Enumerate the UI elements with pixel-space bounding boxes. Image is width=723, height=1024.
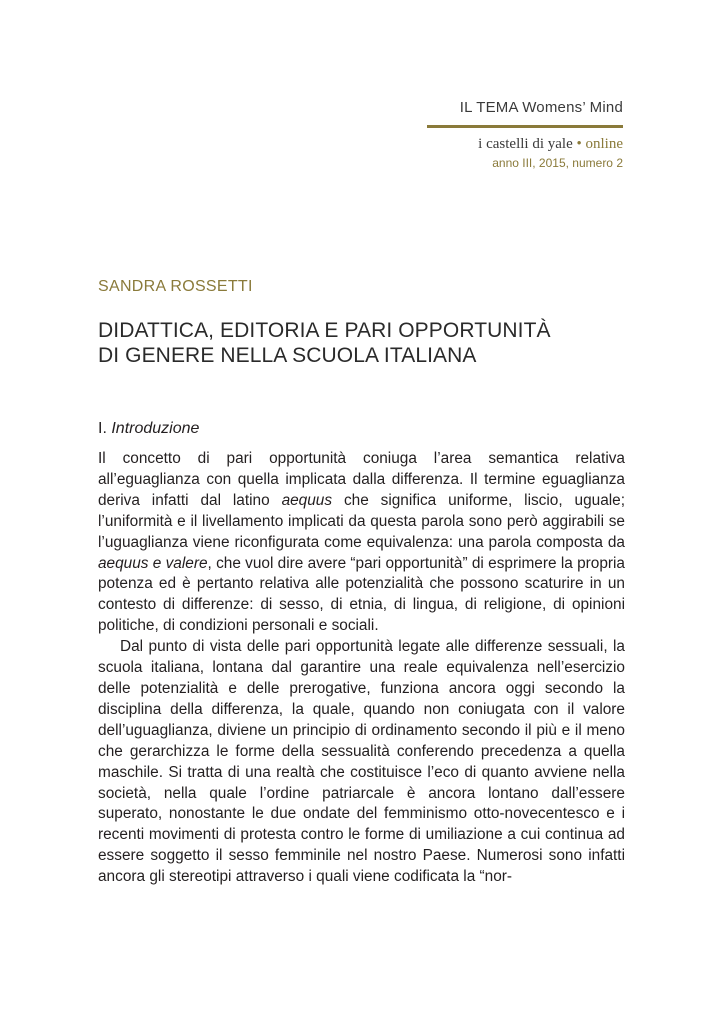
paragraph-2: Dal punto di vista delle pari opportunità legate alle differenze sessuali, la scuola italiana, lontana dal garantire una reale equivalenza nell’esercizio delle potenzialità e delle prerogative, funziona ancora oggi secondo la disciplina della differenza, la quale, quando non coniugata con il valore dell’uguaglianza, diviene un principio di ordinamento secondo il più e il meno che gerarchizza le forme della sessualità conferendo precedenza a quella maschile. Si tratta di una realtà che costituisce l’eco di quanto avviene nella società, nella quale l’ordine patriarcale è ancora lontano dall’essere superato, nonostante le due ondate del femminismo otto-novecentesco e i recenti movimenti di protesta contro le forme di umiliazione a cui continua ad essere soggetto il sesso femminile nel nostro Paese. Numerosi sono infatti ancora gli stereotipi attraverso i quali viene codificata la “nor- bbox=[98, 638, 625, 886]
journal-title bbox=[303, 135, 623, 153]
title-line-1: DIDATTICA, EDITORIA E PARI OPPORTUNITÀ bbox=[98, 319, 551, 342]
issue-info: anno III, 2015, numero 2 bbox=[492, 156, 623, 170]
article-author: SANDRA ROSSETTI bbox=[98, 278, 253, 295]
paragraph-1-part-3: , che vuol dire avere “pari opportunità” di esprimere la propria potenza ed è pertanto relativa alle potenzialità che possono scaturire in un contesto di differenze: di sesso, di etnia, di lingua, di religione, di opinioni politiche, di condizioni personali e sociali. bbox=[98, 554, 625, 635]
section-heading bbox=[98, 420, 199, 438]
journal-header bbox=[303, 98, 623, 171]
section-number: I. bbox=[98, 420, 107, 437]
paragraph-1-part-2: che significa uniforme, liscio, uguale; l’uniformità e il livellamento implicati da questa parola sono però aggirabili se l’uguaglianza viene riconfigurata come equivalenza: una parola composta da bbox=[98, 491, 626, 551]
paragraph-1-part-1: Il concetto di pari opportunità coniuga l’area semantica relativa all’eguaglianza con quella implicata dalla differenza. Il termine eguaglianza deriva infatti dal latino bbox=[98, 450, 625, 509]
header-rule bbox=[427, 125, 623, 128]
latin-term-aequus: aequus bbox=[281, 491, 333, 509]
article-title bbox=[98, 318, 638, 368]
section-label: IL TEMA Womens’ Mind bbox=[459, 99, 623, 116]
title-line-2: DI GENERE NELLA SCUOLA ITALIANA bbox=[98, 344, 477, 367]
journal-online: online bbox=[585, 136, 623, 152]
paragraph-1 bbox=[98, 449, 625, 637]
journal-name: i castelli di yale bbox=[478, 136, 573, 152]
latin-term-aequus-valere: aequus e valere bbox=[98, 554, 208, 572]
section-title: Introduzione bbox=[111, 420, 200, 437]
journal-separator: • bbox=[576, 136, 582, 152]
article-body bbox=[98, 449, 625, 888]
